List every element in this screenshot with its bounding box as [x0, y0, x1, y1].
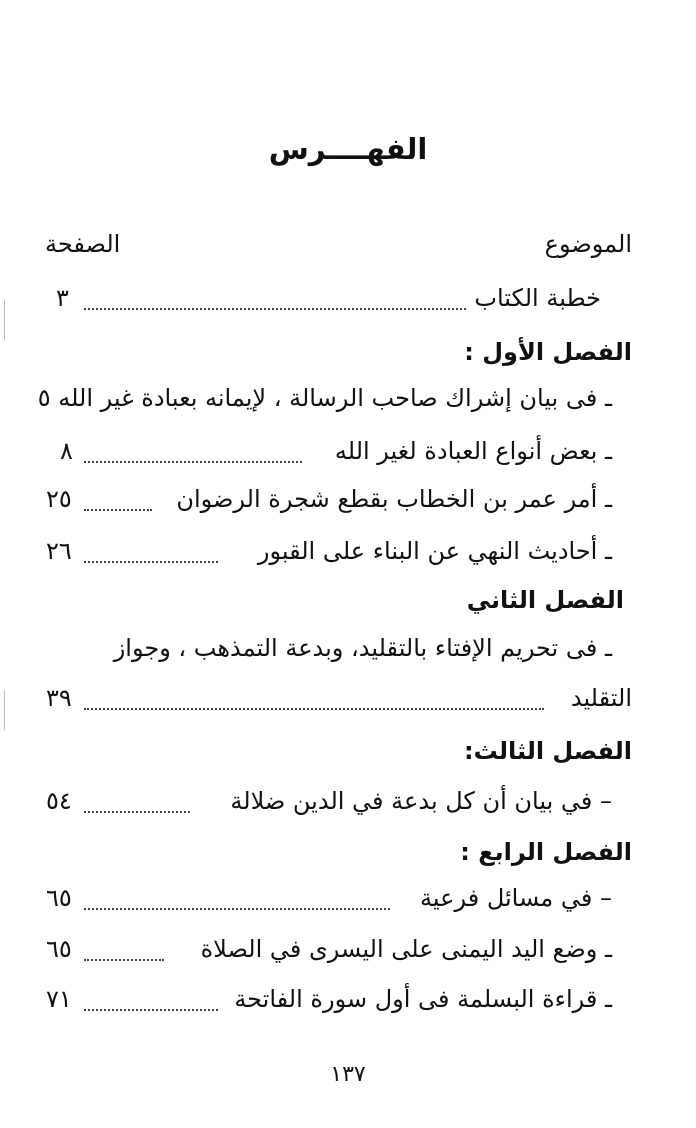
- toc-entry: [0, 485, 696, 531]
- leader-dots: [84, 908, 390, 910]
- toc-entry-title: – في مسائل فرعية: [414, 884, 612, 912]
- toc-entry: [0, 884, 696, 930]
- toc-entry-title: ـ فى بيان إشراك صاحب الرسالة ، لإيمانه بعبادة غير الله ٥: [32, 384, 612, 412]
- chapter-heading-3: الفصل الثالث:: [464, 737, 632, 765]
- toc-entry: [0, 787, 696, 833]
- leader-dots: [84, 461, 302, 463]
- chapter-heading-4: الفصل الرابع :: [460, 838, 632, 866]
- column-header-page: الصفحة: [45, 230, 121, 258]
- leader-dots: [84, 308, 466, 310]
- toc-entry: [0, 985, 696, 1031]
- toc-entry: [0, 935, 696, 981]
- toc-entry-title: ـ وضع اليد اليمنى على اليسرى في الصلاة: [195, 935, 612, 963]
- toc-entry-title: ـ بعض أنواع العبادة لغير الله: [329, 437, 612, 465]
- toc-entry-page: ٨: [60, 437, 73, 465]
- toc-entry: [0, 634, 696, 680]
- leader-dots: [84, 509, 152, 511]
- toc-entry-page: ٥٤: [46, 787, 72, 815]
- toc-entry: [0, 684, 696, 730]
- toc-entry-page: ٢٥: [46, 485, 72, 513]
- leader-dots: [84, 811, 190, 813]
- leader-dots: [84, 959, 164, 961]
- toc-entry-title: ـ فى تحريم الإفتاء بالتقليد، وبدعة التمذهب ، وجواز: [108, 634, 612, 662]
- toc-entry-page: ٧١: [46, 985, 72, 1013]
- page-number: ١٣٧: [330, 1062, 366, 1087]
- leader-dots: [84, 708, 544, 710]
- scan-artifact-line: [4, 300, 5, 340]
- toc-entry-page: ٣: [56, 284, 69, 312]
- column-header-topic: الموضوع: [544, 230, 632, 258]
- toc-entry: [0, 384, 696, 430]
- toc-entry: [0, 437, 696, 483]
- toc-entry-title: التقليد: [565, 684, 632, 712]
- toc-entry-page: ٣٩: [46, 684, 72, 712]
- toc-entry-page: ٦٥: [46, 884, 72, 912]
- toc-entry-title: – في بيان أن كل بدعة في الدين ضلالة: [224, 787, 612, 815]
- leader-dots: [84, 1009, 218, 1011]
- toc-entry-title: ـ قراءة البسلمة فى أول سورة الفاتحة: [228, 985, 612, 1013]
- toc-entry-title: ـ أمر عمر بن الخطاب بقطع شجرة الرضوان: [170, 485, 612, 513]
- scan-artifact-line: [4, 690, 5, 730]
- toc-entry-title: خطبة الكتاب: [468, 284, 601, 312]
- chapter-heading-2: الفصل الثاني: [466, 586, 624, 614]
- leader-dots: [84, 561, 218, 563]
- page-title: الفهــــرس: [268, 132, 428, 166]
- toc-entry-page: ٦٥: [46, 935, 72, 963]
- chapter-heading-1: الفصل الأول :: [464, 338, 632, 366]
- toc-entry-title: ـ أحاديث النهي عن البناء على القبور: [252, 537, 612, 565]
- toc-entry-page: ٢٦: [46, 537, 72, 565]
- toc-entry: [0, 537, 696, 583]
- toc-entry: [0, 284, 696, 330]
